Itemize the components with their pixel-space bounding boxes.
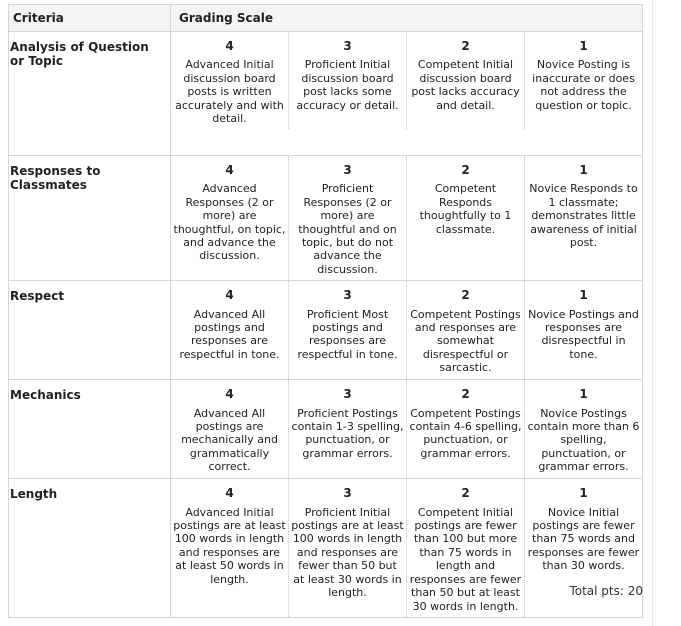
level-points: 2 bbox=[461, 163, 470, 177]
level-points: 3 bbox=[343, 163, 352, 177]
level-description: Proficient Initial postings are at least 100 words in length and responses are fewer than 50 but at least 30 words in length. bbox=[291, 505, 404, 600]
level-1-cell bbox=[524, 380, 642, 477]
level-description: Novice Responds to 1 classmate; demonstrates little awareness of initial post. bbox=[529, 182, 638, 250]
level-description: Novice Posting is inaccurate or does not address the question or topic. bbox=[532, 58, 635, 112]
level-description: Competent Initial discussion board post lacks accuracy and detail. bbox=[411, 58, 520, 112]
level-1-cell bbox=[524, 156, 642, 280]
criterion-label: Length bbox=[9, 479, 171, 618]
criterion-label: Analysis of Question or Topic bbox=[9, 32, 171, 156]
grading-scale-cell bbox=[171, 380, 643, 479]
level-description: Novice Initial postings are fewer than 75 words and responses are fewer than 30 words. bbox=[527, 505, 640, 573]
level-2-cell bbox=[406, 380, 524, 477]
level-description: Novice Postings and responses are disrespectful in tone. bbox=[528, 307, 639, 361]
rubric-header bbox=[9, 5, 643, 32]
grading-scale-header: Grading Scale bbox=[171, 5, 643, 32]
level-2-cell bbox=[406, 32, 524, 129]
level-points: 4 bbox=[225, 288, 234, 303]
rubric-table bbox=[8, 4, 643, 618]
level-4-cell bbox=[171, 479, 288, 617]
level-description: Proficient Responses (2 or more) are thoughtful and on topic, but do not advance the discussion. bbox=[298, 182, 397, 276]
level-description: Advanced Initial postings are at least 100 words in length and responses are at least 50 words in length. bbox=[173, 505, 286, 586]
rubric-row-responses bbox=[9, 156, 643, 281]
level-points: 2 bbox=[461, 288, 470, 303]
level-4-cell bbox=[171, 380, 288, 477]
criterion-label: Respect bbox=[9, 281, 171, 380]
level-description: Novice Postings contain more than 6 spelling, punctuation, or grammar errors. bbox=[527, 406, 640, 474]
grading-scale-cell bbox=[171, 281, 643, 380]
level-description: Proficient Postings contain 1-3 spelling, punctuation, or grammar errors. bbox=[291, 406, 404, 460]
grading-scale-cell bbox=[171, 32, 643, 156]
level-points: 1 bbox=[579, 39, 588, 53]
rubric-row-length bbox=[9, 479, 643, 618]
criteria-header: Criteria bbox=[9, 5, 171, 32]
level-description: Competent Postings and responses are somewhat disrespectful or sarcastic. bbox=[410, 307, 521, 375]
level-description: Advanced Responses (2 or more) are thoughtful, on topic, and advance the discussion. bbox=[173, 182, 286, 263]
level-description: Advanced Initial discussion board posts is written accurately and with detail. bbox=[175, 58, 284, 126]
level-points: 2 bbox=[461, 387, 470, 402]
level-points: 2 bbox=[461, 486, 470, 501]
level-2-cell bbox=[406, 479, 524, 617]
level-1-cell bbox=[524, 32, 642, 129]
level-points: 1 bbox=[579, 163, 588, 177]
scrollbar-track[interactable] bbox=[652, 0, 681, 626]
total-points: Total pts: 20 bbox=[569, 584, 643, 598]
level-points: 3 bbox=[343, 486, 352, 501]
level-points: 2 bbox=[461, 39, 470, 53]
level-4-cell bbox=[171, 281, 288, 378]
level-points: 3 bbox=[343, 288, 352, 303]
level-points: 3 bbox=[343, 387, 352, 402]
rubric-row-analysis bbox=[9, 32, 643, 156]
level-4-cell bbox=[171, 156, 288, 280]
rubric-row-respect bbox=[9, 281, 643, 380]
level-description: Advanced All postings and responses are respectful in tone. bbox=[179, 307, 280, 361]
level-3-cell bbox=[288, 32, 406, 129]
rubric-row-mechanics bbox=[9, 380, 643, 479]
level-points: 4 bbox=[225, 486, 234, 501]
level-description: Advanced All postings are mechanically and grammatically correct. bbox=[181, 406, 278, 474]
level-3-cell bbox=[288, 380, 406, 477]
level-points: 4 bbox=[225, 39, 234, 53]
level-description: Proficient Initial discussion board post lacks some accuracy or detail. bbox=[296, 58, 399, 112]
level-4-cell bbox=[171, 32, 288, 129]
level-3-cell bbox=[288, 156, 406, 280]
criterion-label: Mechanics bbox=[9, 380, 171, 479]
level-points: 3 bbox=[343, 39, 352, 53]
level-description: Proficient Most postings and responses are respectful in tone. bbox=[297, 307, 398, 361]
grading-scale-cell bbox=[171, 156, 643, 281]
level-points: 4 bbox=[225, 163, 234, 177]
level-points: 4 bbox=[225, 387, 234, 402]
level-points: 1 bbox=[579, 486, 588, 501]
criterion-label: Responses to Classmates bbox=[9, 156, 171, 281]
level-description: Competent Responds thoughtfully to 1 classmate. bbox=[419, 182, 512, 236]
level-description: Competent Initial postings are fewer than 100 but more than 75 words in length and responses are fewer than 50 but at least 30 words in length. bbox=[409, 505, 522, 613]
level-points: 1 bbox=[579, 288, 588, 303]
level-1-cell bbox=[524, 281, 642, 378]
level-description: Competent Postings contain 4-6 spelling, punctuation, or grammar errors. bbox=[409, 406, 522, 460]
level-2-cell bbox=[406, 156, 524, 280]
level-3-cell bbox=[288, 281, 406, 378]
level-2-cell bbox=[406, 281, 524, 378]
level-3-cell bbox=[288, 479, 406, 617]
level-points: 1 bbox=[579, 387, 588, 402]
